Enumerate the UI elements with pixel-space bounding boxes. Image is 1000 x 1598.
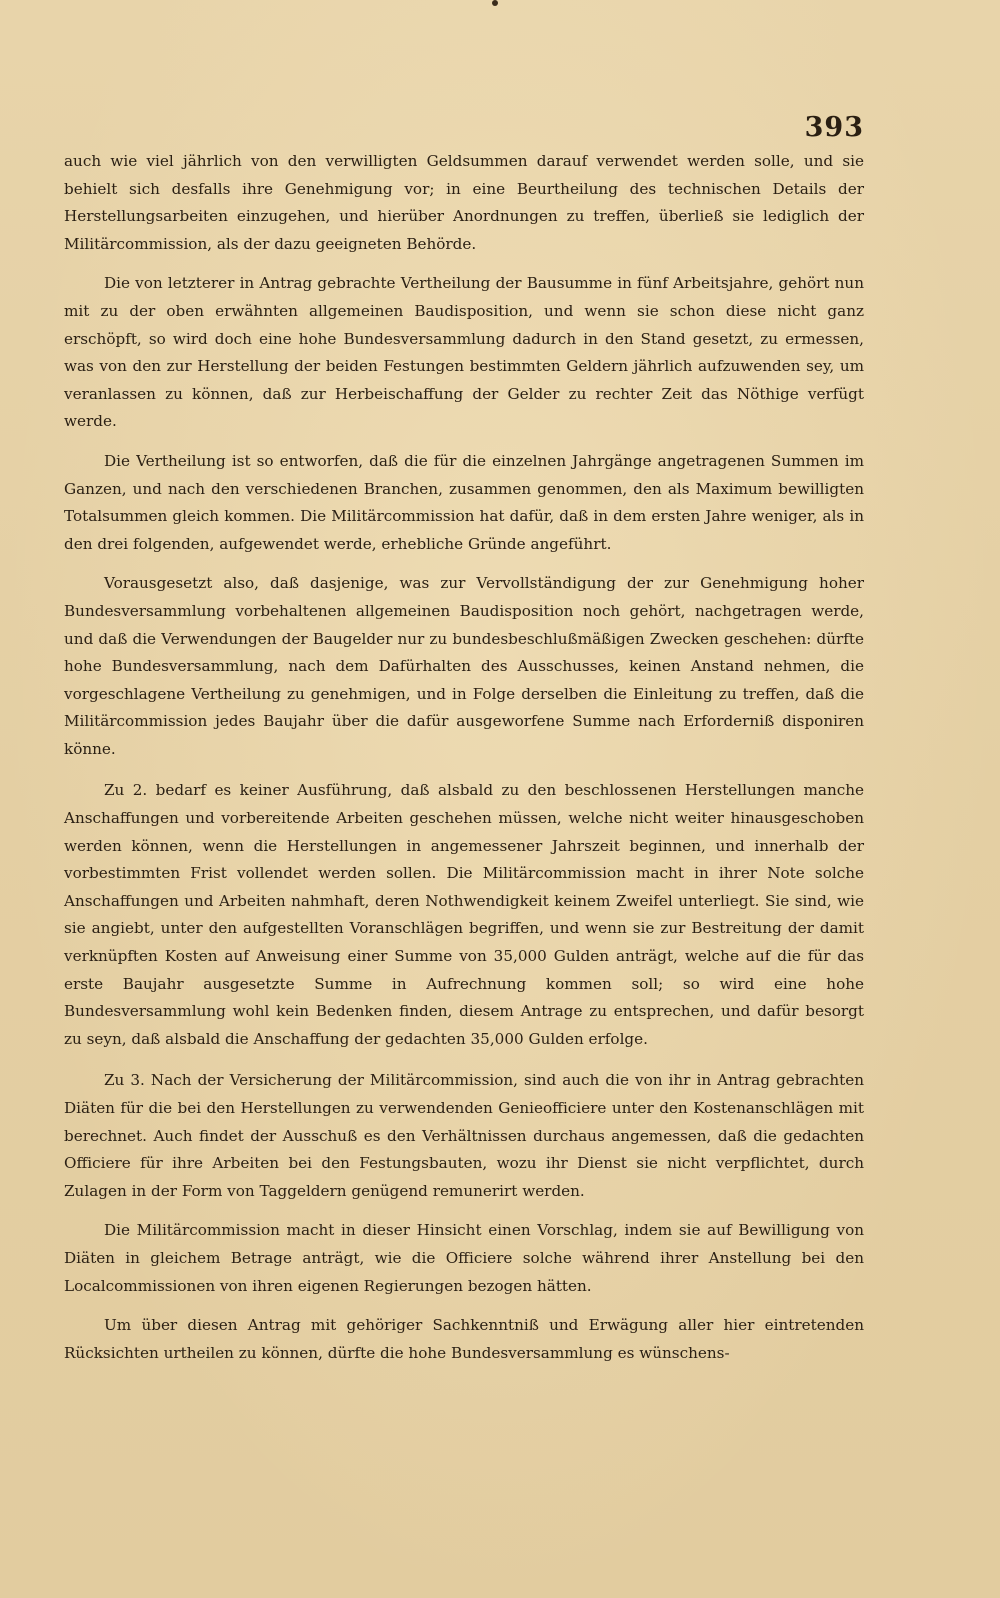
paragraph: Zu 3. Nach der Versicherung der Militärcommission, sind auch die von ihr in Antrag gebrachten Diäten für die bei den Herstellungen zu verwendenden Genieofficiere unter den Kostenanschlägen mit berechnet. Auch findet der Ausschuß es den Verhältnissen durchaus angemessen, daß die gedachten Officiere für ihre Arbeiten bei den Festungsbauten, wozu ihr Dienst sie nicht verpflichtet, durch Zulagen in der Form von Taggeldern genügend remunerirt werden. xyxy=(64,1071,864,1200)
paragraph: Vorausgesetzt also, daß dasjenige, was zur Vervollständigung der zur Genehmigung hoher Bundesversammlung vorbehaltenen allgemeinen Baudisposition noch gehört, nachgetragen werde, und daß die Verwendungen der Baugelder nur zu bundesbeschlußmäßigen Zwecken geschehen: dürfte hohe Bundesversammlung, nach dem Dafürhalten des Ausschusses, keinen Anstand nehmen, die vorgeschlagene Vertheilung zu genehmigen, und in Folge derselben die Einleitung zu treffen, daß die Militärcommission jedes Baujahr über die dafür ausgeworfene Summe nach Erforderniß disponiren könne. xyxy=(64,574,864,758)
paragraph: auch wie viel jährlich von den verwilligten Geldsummen darauf verwendet werden solle, und sie behielt sich desfalls ihre Genehmigung vor; in eine Beurtheilung des technischen Details der Herstellungsarbeiten einzugehen, und hierüber Anordnungen zu treffen, überließ sie lediglich der Militärcommission, als der dazu geeigneten Behörde. xyxy=(64,152,864,253)
paragraph: Zu 2. bedarf es keiner Ausführung, daß alsbald zu den beschlossenen Herstellungen manche Anschaffungen und vorbereitende Arbeiten geschehen müssen, welche nicht weiter hinausgeschoben werden können, wenn die Herstellungen in angemessener Jahrszeit beginnen, und innerhalb der vorbestimmten Frist vollendet werden sollen. Die Militärcommission macht in ihrer Note solche Anschaffungen und Arbeiten nahmhaft, deren Nothwendigkeit keinem Zweifel unterliegt. Sie sind, wie sie angiebt, unter den aufgestellten Voranschlägen begriffen, und wenn sie zur Bestreitung der damit verknüpften Kosten auf Anweisung einer Summe von 35,000 Gulden anträgt, welche auf die für das erste Baujahr ausgesetzte Summe in Aufrechnung kommen soll; so wird eine hohe Bundesversammlung wohl kein Bedenken finden, diesem Antrage zu entsprechen, und dafür besorgt zu seyn, daß alsbald die Anschaffung der gedachten 35,000 Gulden erfolge. xyxy=(64,781,864,1048)
paragraph: Die Vertheilung ist so entworfen, daß die für die einzelnen Jahrgänge angetragenen Summen im Ganzen, und nach den verschiedenen Branchen, zusammen genommen, den als Maximum bewilligten Totalsummen gleich kommen. Die Militärcommission hat dafür, daß in dem ersten Jahre weniger, als in den drei folgenden, aufgewendet werde, erhebliche Gründe angeführt. xyxy=(64,451,864,553)
paragraph: Um über diesen Antrag mit gehöriger Sachkenntniß und Erwägung aller hier eintretenden Rücksichten urtheilen zu können, dürfte die hohe Bundesversammlung es wünschens- xyxy=(64,1316,864,1362)
page-mark xyxy=(492,0,498,6)
page-number: 393 xyxy=(804,112,864,143)
paragraph: Die von letzterer in Antrag gebrachte Vertheilung der Bausumme in fünf Arbeitsjahre, gehört nun mit zu der oben erwähnten allgemeinen Baudisposition, und wenn sie schon diese nicht ganz erschöpft, so wird doch eine hohe Bundesversammlung dadurch in den Stand gesetzt, zu ermessen, was von den zur Herstellung der beiden Festungen bestimmten Geldern jährlich aufzuwenden sey, um veranlassen zu können, daß zur Herbeischaffung der Gelder zu rechter Zeit das Nöthige verfügt werde. xyxy=(64,274,864,431)
paragraph: Die Militärcommission macht in dieser Hinsicht einen Vorschlag, indem sie auf Bewilligung von Diäten in gleichem Betrage anträgt, wie die Officiere solche während ihrer Anstellung bei den Localcommissionen von ihren eigenen Regierungen bezogen hätten. xyxy=(64,1221,864,1295)
body-text xyxy=(64,148,864,1379)
